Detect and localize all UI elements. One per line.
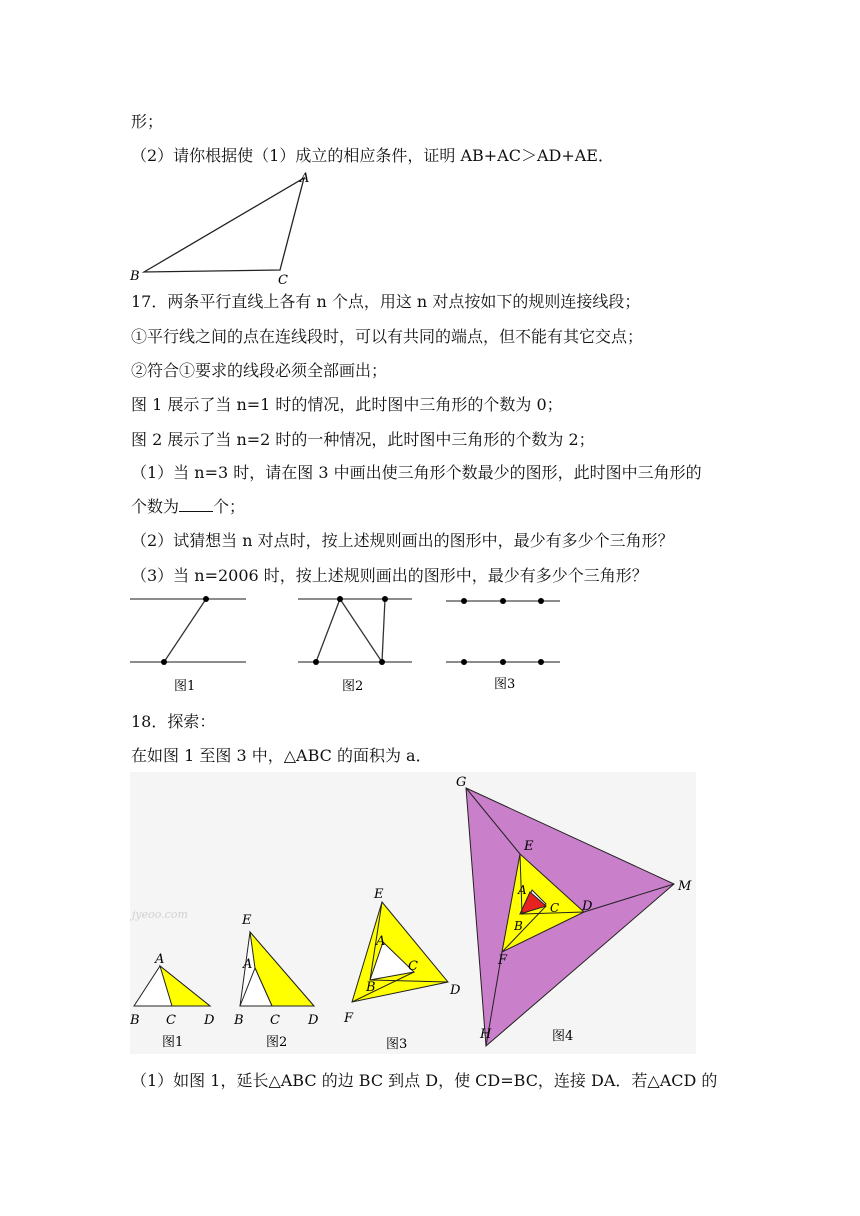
watermark: jyeoo.com: [132, 908, 188, 921]
problem-17-figure-2-desc: 图 2 展示了当 n=2 时的一种情况，此时图中三角形的个数为 2；: [131, 430, 595, 449]
f3-caption: 图3: [386, 1037, 408, 1052]
f4-label-c: C: [550, 901, 560, 915]
f3-label-b: B: [366, 980, 376, 995]
f2-label-a: A: [243, 957, 253, 972]
f1-label-d: D: [204, 1013, 215, 1028]
f3-label-c: C: [408, 959, 418, 974]
text-line-q2-proof: （2）请你根据使（1）成立的相应条件，证明 AB+AC＞AD+AE．: [131, 146, 614, 165]
q1-prefix: 个数为: [131, 497, 180, 516]
problem-17-q2: （2）试猜想当 n 对点时，按上述规则画出的图形中，最少有多少个三角形？: [131, 531, 674, 550]
f4-label-h: H: [480, 1027, 492, 1042]
f4-label-m: M: [678, 879, 692, 894]
answer-blank[interactable]: [179, 497, 213, 512]
problem-17-title: 17．两条平行直线上各有 n 个点，用这 n 对点按如下的规则连接线段；: [131, 292, 641, 311]
f4-label-f: F: [498, 953, 508, 968]
f3-label-e: E: [374, 887, 384, 902]
f4-label-a: A: [518, 883, 527, 897]
f2-label-b: B: [234, 1013, 244, 1028]
f1-label-b: B: [130, 1013, 140, 1028]
f3-label-a: A: [376, 934, 386, 949]
problem-17-rule-2: ②符合①要求的线段必须全部画出；: [131, 361, 388, 380]
figure-18-panels: [130, 772, 696, 1054]
f4-caption: 图4: [552, 1029, 574, 1044]
figure-17-panels: [128, 590, 568, 695]
problem-18-intro: 在如图 1 至图 3 中，△ABC 的面积为 a．: [131, 746, 432, 765]
f3-label-f: F: [344, 1011, 354, 1026]
problem-17-q3: （3）当 n=2006 时，按上述规则画出的图形中，最少有多少个三角形？: [131, 566, 648, 585]
problem-17-q1-b: [131, 497, 245, 517]
f2-label-e: E: [242, 913, 252, 928]
f3-label-d: D: [450, 983, 461, 998]
label-b: B: [130, 269, 140, 284]
f4-label-d: D: [582, 899, 593, 914]
f1-label-c: C: [166, 1013, 176, 1028]
text-line-continuation: 形；: [131, 112, 164, 131]
figure-triangle-abc: [128, 170, 318, 290]
label-c: C: [278, 273, 288, 288]
f2-caption: 图2: [266, 1035, 288, 1050]
f4-label-g: G: [456, 775, 467, 790]
caption-fig-1: 图1: [174, 679, 196, 694]
f4-label-e: E: [524, 839, 534, 854]
caption-fig-3: 图3: [494, 677, 516, 692]
problem-18-title: 18．探索：: [131, 712, 216, 731]
f4-label-b: B: [514, 919, 523, 933]
q1-suffix: 个；: [213, 497, 246, 516]
f2-label-d: D: [308, 1013, 319, 1028]
problem-18-q1: （1）如图 1，延长△ABC 的边 BC 到点 D，使 CD=BC，连接 DA．若△ACD 的: [131, 1071, 718, 1090]
problem-17-rule-1: ①平行线之间的点在连线段时，可以有共同的端点，但不能有其它交点；: [131, 327, 644, 346]
caption-fig-2: 图2: [342, 679, 364, 694]
problem-17-figure-1-desc: 图 1 展示了当 n=1 时的情况，此时图中三角形的个数为 0；: [131, 395, 563, 414]
f2-label-c: C: [270, 1013, 280, 1028]
label-a: A: [300, 171, 310, 186]
f1-label-a: A: [155, 952, 165, 967]
f1-caption: 图1: [162, 1035, 184, 1050]
problem-17-q1-a: （1）当 n=3 时，请在图 3 中画出使三角形个数最少的图形，此时图中三角形的: [131, 463, 702, 482]
